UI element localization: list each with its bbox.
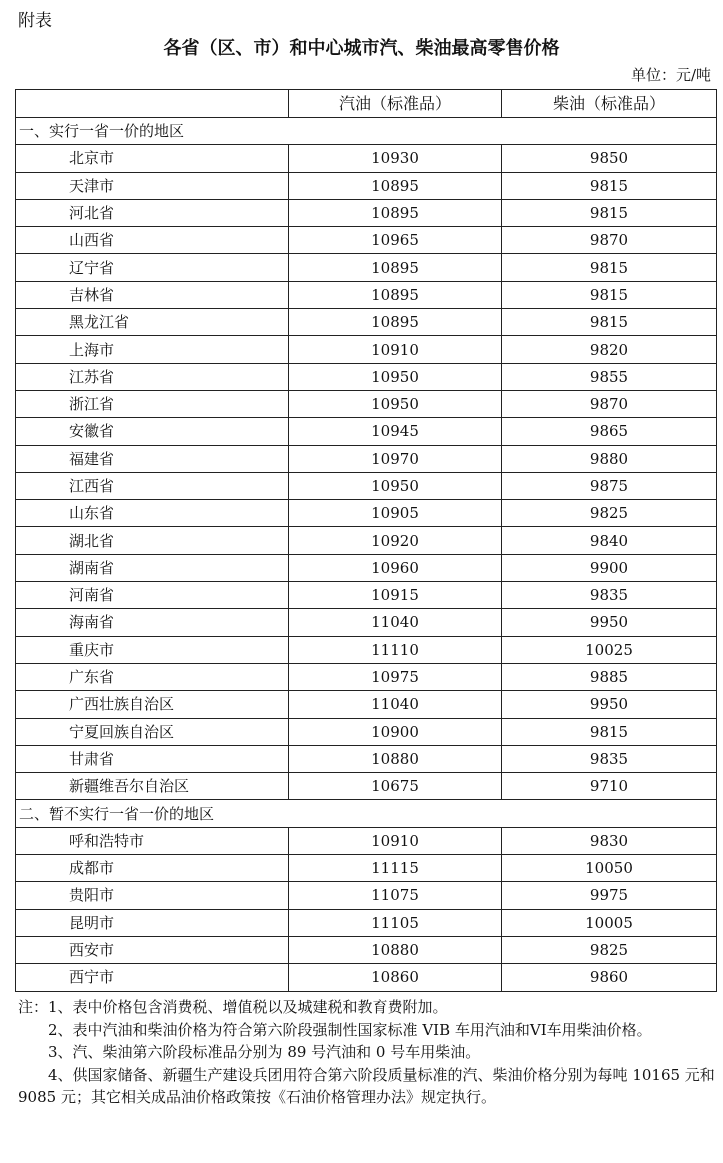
table-row [16, 363, 717, 390]
table-row [16, 718, 717, 745]
gasoline-price-cell: 10895 [289, 309, 502, 336]
diesel-price-cell: 9820 [502, 336, 717, 363]
region-name-cell: 西宁市 [16, 964, 289, 991]
gasoline-price-cell: 10930 [289, 145, 502, 172]
region-name-cell: 西安市 [16, 936, 289, 963]
region-name-cell: 山东省 [16, 500, 289, 527]
region-name-cell: 黑龙江省 [16, 309, 289, 336]
region-name-cell: 昆明市 [16, 909, 289, 936]
diesel-price-cell: 9950 [502, 609, 717, 636]
page-title: 各省（区、市）和中心城市汽、柴油最高零售价格 [163, 38, 560, 59]
note-item: 3、汽、柴油第六阶段标准品分别为 89 号汽油和 0 号车用柴油。 [48, 1043, 481, 1061]
gasoline-price-cell: 10880 [289, 936, 502, 963]
price-table [15, 89, 717, 992]
region-name-cell: 新疆维吾尔自治区 [16, 773, 289, 800]
gasoline-price-cell: 10895 [289, 254, 502, 281]
gasoline-price-cell: 11075 [289, 882, 502, 909]
region-column-header [16, 90, 289, 118]
diesel-price-cell: 9880 [502, 445, 717, 472]
region-name-cell: 湖南省 [16, 554, 289, 581]
gasoline-price-cell: 10895 [289, 281, 502, 308]
gasoline-price-cell: 10895 [289, 172, 502, 199]
table-row [16, 445, 717, 472]
region-name-cell: 成都市 [16, 855, 289, 882]
diesel-price-cell: 9825 [502, 500, 717, 527]
region-name-cell: 贵阳市 [16, 882, 289, 909]
region-name-cell: 安徽省 [16, 418, 289, 445]
region-name-cell: 宁夏回族自治区 [16, 718, 289, 745]
region-name-cell: 北京市 [16, 145, 289, 172]
diesel-price-cell: 9830 [502, 827, 717, 854]
table-row [16, 964, 717, 991]
diesel-price-cell: 9975 [502, 882, 717, 909]
diesel-price-cell: 9815 [502, 309, 717, 336]
region-name-cell: 重庆市 [16, 636, 289, 663]
gasoline-price-cell: 11115 [289, 855, 502, 882]
region-name-cell: 海南省 [16, 609, 289, 636]
table-row [16, 281, 717, 308]
diesel-price-cell: 9835 [502, 745, 717, 772]
gasoline-price-cell: 11040 [289, 609, 502, 636]
table-row [16, 336, 717, 363]
region-name-cell: 天津市 [16, 172, 289, 199]
notes-block [18, 996, 718, 1109]
table-row [16, 418, 717, 445]
region-name-cell: 浙江省 [16, 390, 289, 417]
diesel-price-cell: 9815 [502, 254, 717, 281]
diesel-column-header: 柴油（标准品） [502, 90, 717, 118]
region-name-cell: 山西省 [16, 227, 289, 254]
region-name-cell: 福建省 [16, 445, 289, 472]
gasoline-price-cell: 10960 [289, 554, 502, 581]
note-item: 2、表中汽油和柴油价格为符合第六阶段强制性国家标准 VIB 车用汽油和VI车用柴油价格。 [48, 1020, 652, 1039]
gasoline-price-cell: 10675 [289, 773, 502, 800]
diesel-price-cell: 9815 [502, 281, 717, 308]
diesel-price-cell: 9710 [502, 773, 717, 800]
table-row [16, 145, 717, 172]
table-row [16, 827, 717, 854]
region-name-cell: 河北省 [16, 199, 289, 226]
table-row [16, 582, 717, 609]
table-row [16, 227, 717, 254]
gasoline-price-cell: 10880 [289, 745, 502, 772]
region-name-cell: 辽宁省 [16, 254, 289, 281]
section-row [16, 800, 717, 827]
diesel-price-cell: 9865 [502, 418, 717, 445]
diesel-price-cell: 9860 [502, 964, 717, 991]
gasoline-price-cell: 10945 [289, 418, 502, 445]
gasoline-price-cell: 10920 [289, 527, 502, 554]
diesel-price-cell: 10025 [502, 636, 717, 663]
table-row [16, 663, 717, 690]
gasoline-price-cell: 10970 [289, 445, 502, 472]
region-name-cell: 湖北省 [16, 527, 289, 554]
table-row [16, 745, 717, 772]
region-name-cell: 河南省 [16, 582, 289, 609]
table-row [16, 855, 717, 882]
diesel-price-cell: 9815 [502, 718, 717, 745]
table-row [16, 472, 717, 499]
gasoline-price-cell: 10860 [289, 964, 502, 991]
diesel-price-cell: 9815 [502, 199, 717, 226]
diesel-price-cell: 9870 [502, 390, 717, 417]
section-label: 一、实行一省一价的地区 [16, 118, 717, 145]
diesel-price-cell: 9855 [502, 363, 717, 390]
appendix-label: 附表 [18, 11, 52, 31]
gasoline-price-cell: 10910 [289, 827, 502, 854]
table-row [16, 500, 717, 527]
table-row [16, 909, 717, 936]
table-row [16, 199, 717, 226]
table-row [16, 554, 717, 581]
table-row [16, 609, 717, 636]
diesel-price-cell: 9875 [502, 472, 717, 499]
table-body [16, 118, 717, 992]
table-row [16, 691, 717, 718]
region-name-cell: 广东省 [16, 663, 289, 690]
diesel-price-cell: 9815 [502, 172, 717, 199]
diesel-price-cell: 9850 [502, 145, 717, 172]
note-item: 注：1、表中价格包含消费税、增值税以及城建税和教育费附加。 [18, 998, 448, 1016]
diesel-price-cell: 9900 [502, 554, 717, 581]
region-name-cell: 广西壮族自治区 [16, 691, 289, 718]
table-row [16, 527, 717, 554]
gasoline-price-cell: 10905 [289, 500, 502, 527]
table-row [16, 172, 717, 199]
diesel-price-cell: 9950 [502, 691, 717, 718]
gasoline-price-cell: 10900 [289, 718, 502, 745]
region-name-cell: 呼和浩特市 [16, 827, 289, 854]
table-row [16, 254, 717, 281]
note-item: 4、供国家储备、新疆生产建设兵团用符合第六阶段质量标准的汽、柴油价格分别为每吨 10165 元和 9085 元；其它相关成品油价格政策按《石油价格管理办法》规定执行。 [18, 1065, 715, 1106]
region-name-cell: 甘肃省 [16, 745, 289, 772]
gasoline-price-cell: 11105 [289, 909, 502, 936]
table-row [16, 636, 717, 663]
diesel-price-cell: 9885 [502, 663, 717, 690]
gasoline-price-cell: 10895 [289, 199, 502, 226]
region-name-cell: 江西省 [16, 472, 289, 499]
gasoline-price-cell: 10910 [289, 336, 502, 363]
diesel-price-cell: 9870 [502, 227, 717, 254]
section-label: 二、暂不实行一省一价的地区 [16, 800, 717, 827]
region-name-cell: 上海市 [16, 336, 289, 363]
section-row [16, 118, 717, 145]
diesel-price-cell: 10050 [502, 855, 717, 882]
gasoline-price-cell: 10950 [289, 390, 502, 417]
gasoline-price-cell: 11110 [289, 636, 502, 663]
gasoline-price-cell: 10950 [289, 363, 502, 390]
table-row [16, 882, 717, 909]
diesel-price-cell: 9835 [502, 582, 717, 609]
region-name-cell: 江苏省 [16, 363, 289, 390]
diesel-price-cell: 9825 [502, 936, 717, 963]
gasoline-price-cell: 10915 [289, 582, 502, 609]
diesel-price-cell: 10005 [502, 909, 717, 936]
diesel-price-cell: 9840 [502, 527, 717, 554]
gasoline-price-cell: 10965 [289, 227, 502, 254]
table-row [16, 773, 717, 800]
table-row [16, 936, 717, 963]
table-row [16, 390, 717, 417]
gasoline-price-cell: 10950 [289, 472, 502, 499]
gasoline-price-cell: 10975 [289, 663, 502, 690]
region-name-cell: 吉林省 [16, 281, 289, 308]
table-header-row [16, 90, 717, 118]
unit-label: 单位：元/吨 [630, 66, 711, 84]
gasoline-price-cell: 11040 [289, 691, 502, 718]
table-row [16, 309, 717, 336]
gasoline-column-header: 汽油（标准品） [289, 90, 502, 118]
